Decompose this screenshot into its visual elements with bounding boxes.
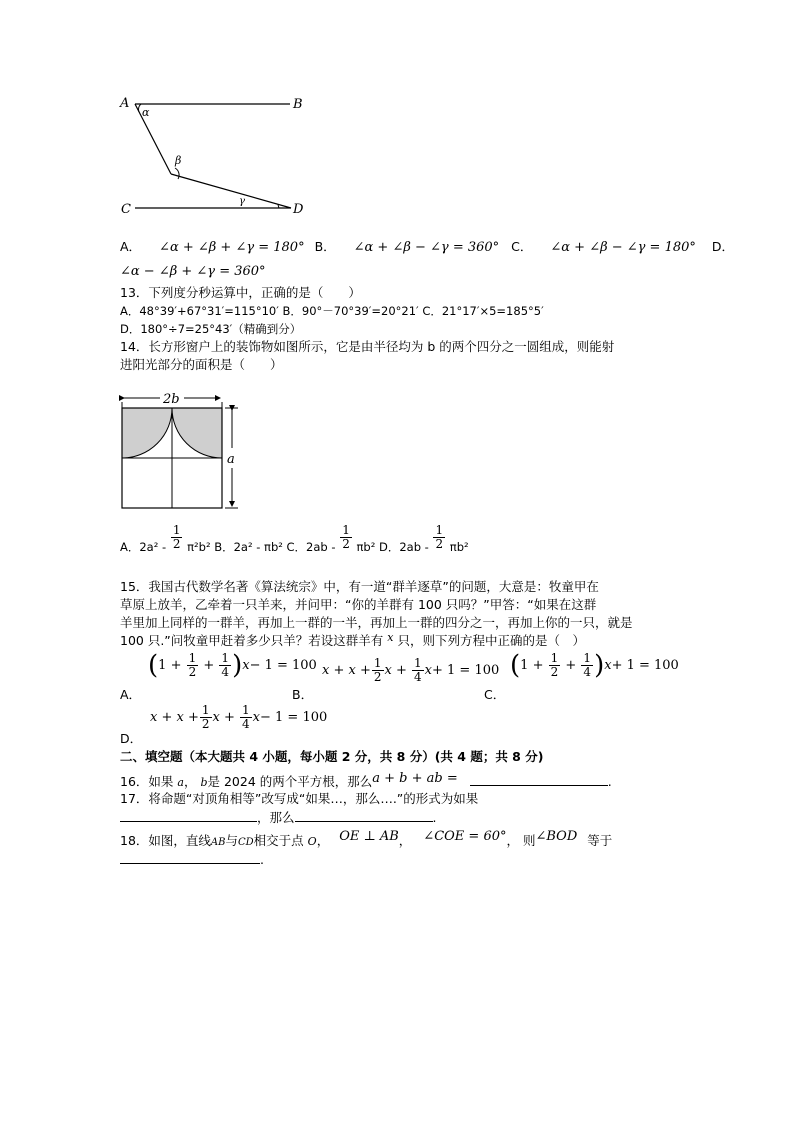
q12-b-label: B． — [314, 239, 336, 254]
label-d: D — [293, 202, 304, 217]
q14-fraction-d: $\frac{1}{2}$ — [435, 523, 444, 551]
q14-stem-line2: 进阳光部分的面积是（ ） — [120, 357, 283, 372]
label-beta: β — [175, 154, 182, 167]
q12-d-expr: ∠α − ∠β + ∠γ = 360° — [120, 264, 266, 279]
q14-options — [120, 523, 469, 561]
q15-option-b-label: B． — [292, 687, 314, 702]
q15-line4: 100 只.”问牧童甲赶着多少只羊？若设这群羊有 x 只，则下列方程中正确的是（ ） — [120, 631, 585, 648]
section-heading-fill-in: 二、填空题（本大题共 4 小题，每小题 2 分，共 8 分）(共 4 题；共 8 分) — [120, 749, 544, 764]
label-a: A — [120, 96, 130, 111]
q15-line3: 羊里加上同样的一群羊，再加上一群的一半，再加上一群的四分之一，再加上你的一只，就是 — [120, 615, 633, 630]
q12-d-label: D． — [711, 239, 735, 254]
figure-window — [110, 388, 250, 513]
q13-stem: 13．下列度分秒运算中，正确的是（ ） — [120, 285, 361, 300]
q12-b-expr: ∠α + ∠β − ∠γ = 360° — [353, 240, 500, 255]
q18-line2: . — [120, 850, 264, 869]
label-2b: 2b — [163, 392, 180, 407]
segment-a-e — [135, 104, 171, 174]
q14-option-c-to-d: πb² D．2ab - — [356, 540, 429, 554]
q12-options-line1 — [120, 238, 734, 257]
arc-beta — [175, 168, 179, 179]
q16-answer-blank[interactable] — [470, 772, 608, 786]
q16: 16．如果 a， b是 2024 的两个平方根，那么a + b + ab = . — [120, 771, 612, 789]
q14-option-d-suffix: πb² — [449, 540, 469, 554]
q15-option-c-equation: (1 + $\frac{1}{2}$ + $\frac{1}{4}$ )x+ 1 = 100 — [510, 650, 679, 681]
q13-options-line1: A．48°39′+67°31′=115°10′ B．90°－70°39′=20°21′ C．21°17′×5=185°5′ — [120, 304, 544, 318]
label-b: B — [293, 97, 303, 112]
arc-alpha — [138, 104, 141, 112]
q13-options-line2: D．180°÷7=25°43′（精确到分） — [120, 322, 302, 336]
q17-then-blank[interactable] — [295, 808, 433, 822]
q12-c-label: C． — [511, 239, 533, 254]
q15-line2: 草原上放羊，乙牵着一只羊来，并问甲：“你的羊群有 100 只吗？”甲答：“如果在这群 — [120, 597, 597, 612]
q14-option-a-prefix: A．2a² - — [120, 540, 167, 554]
q14-option-a-to-c: π²b² B．2a² - πb² C．2ab - — [187, 540, 336, 554]
q14-fraction-c: $\frac{1}{2}$ — [342, 523, 350, 551]
q15-line1: 15．我国古代数学名著《算法统宗》中，有一道“群羊逐草”的问题，大意是：牧童甲在 — [120, 579, 599, 594]
segment-e-d — [171, 174, 291, 208]
q15-option-b-equation: x + x + $\frac{1}{2}$ x + $\frac{1}{4}$ x+ 1 = 100 — [322, 656, 500, 684]
q15-option-c-label: C． — [484, 687, 506, 702]
q14-fraction-a: $\frac{1}{2}$ — [172, 523, 181, 551]
q12-a-expr: ∠α + ∠β + ∠γ = 180° — [159, 240, 305, 255]
q18-line1: 18．如图，直线AB与CD相交于点 O， OE ⊥ AB， ∠COE = 60°， 则∠BOD 等于 — [120, 829, 613, 848]
q12-c-expr: ∠α + ∠β − ∠γ = 180° — [550, 240, 696, 255]
label-a-side: a — [227, 452, 235, 467]
q15-option-a-label: A． — [120, 687, 142, 702]
q15-option-a-equation: (1 + $\frac{1}{2}$ + $\frac{1}{4}$ )x− 1 = 100 — [148, 650, 317, 681]
q17-line1: 17．将命题“对顶角相等”改写成“如果…，那么….”的形式为如果 — [120, 791, 479, 806]
q15-option-d-label: D． — [120, 731, 143, 746]
q14-stem-line1: 14．长方形窗户上的装饰物如图所示，它是由半径均为 b 的两个四分之一圆组成，则能射 — [120, 339, 615, 354]
q12-options-line2 — [120, 262, 266, 281]
label-c: C — [121, 202, 131, 217]
q15-option-d-equation: x + x + $\frac{1}{2}$ x + $\frac{1}{4}$ x− 1 = 100 — [150, 703, 328, 731]
label-gamma: γ — [239, 196, 245, 207]
q17-line2: ，那么 . — [120, 808, 437, 827]
q12-a-label: A． — [120, 239, 142, 254]
label-alpha: α — [142, 106, 150, 119]
figure-angles — [115, 90, 315, 220]
q18-answer-blank[interactable] — [120, 850, 260, 864]
q17-if-blank[interactable] — [120, 808, 257, 822]
